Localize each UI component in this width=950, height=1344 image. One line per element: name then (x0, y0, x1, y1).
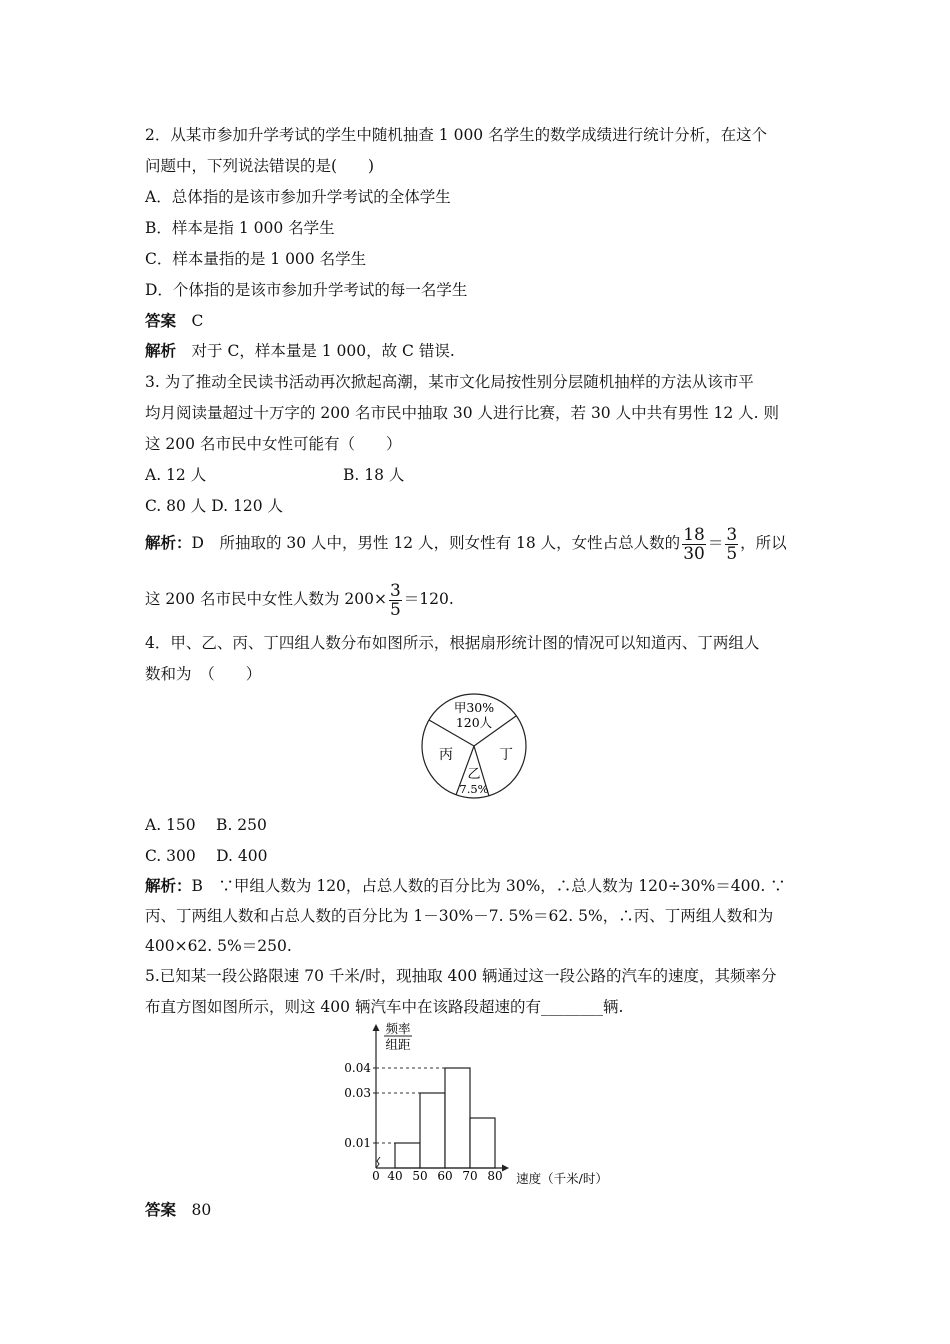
q2-option-b: B．样本是指 1 000 名学生 (145, 219, 335, 237)
y-label-bottom: 组距 (385, 1037, 411, 1052)
q4-stem-line2: 数和为 （ ） (145, 665, 262, 683)
x-tick-label: 70 (462, 1169, 478, 1183)
q4-analysis-line1: 解析：B ∵甲组人数为 120，占总人数的百分比为 30%，∴总人数为 120÷30%＝400. ∵ (145, 876, 786, 895)
histogram-bar (445, 1068, 470, 1168)
q3-option-b: B. 18 人 (343, 466, 405, 484)
x-tick-label: 60 (437, 1169, 453, 1183)
q3-analysis-line1: 解析：D 所抽取的 30 人中，男性 12 人，则女性有 18 人，女性占总人数的 $\frac{18}{30}$ ＝ $\frac{3}{5}$ ，所以 (145, 524, 787, 564)
q4-option-cd: C. 300 D. 400 (145, 847, 268, 865)
q3-analysis-text1: D 所抽取的 30 人中，男性 12 人，则女性有 18 人，女性占总人数的 (191, 534, 681, 552)
histogram-bar (470, 1118, 495, 1168)
q4-analysis-line3: 400×62. 5%＝250. (145, 937, 292, 955)
q5-stem-line2: 布直方图如图所示，则这 400 辆汽车中在该路段超速的有________辆. (145, 998, 624, 1016)
q4-option-ab: A. 150 B. 250 (145, 816, 267, 834)
q2-option-a: A．总体指的是该市参加升学考试的全体学生 (145, 188, 451, 206)
q4-analysis-label: 解析： (145, 876, 192, 895)
q3-option-cd: C. 80 人 D. 120 人 (145, 497, 283, 515)
fraction-3-5-b: $\frac{3}{5}$ (389, 580, 401, 620)
q2-answer (145, 311, 203, 331)
q5-answer-label: 答案 (145, 1200, 177, 1219)
q4-stem-line1: 4．甲、乙、丙、丁四组人数分布如图所示，根据扇形统计图的情况可以知道丙、丁两组人 (145, 634, 760, 652)
axis-break-mark (376, 1157, 380, 1168)
q2-option-d: D．个体指的是该市参加升学考试的每一名学生 (145, 281, 468, 299)
fraction-3-5: $\frac{3}{5}$ (726, 524, 738, 564)
pie-chart (418, 692, 532, 802)
pie-label-jia-pct: 甲30% (453, 700, 495, 715)
q3-stem-line1: 3. 为了推动全民读书活动再次掀起高潮，某市文化局按性别分层随机抽样的方法从该市平 (145, 373, 754, 391)
y-tick-label: 0.04 (344, 1061, 371, 1075)
y-label-top: 频率 (385, 1022, 411, 1036)
y-tick-label: 0.01 (344, 1136, 371, 1150)
q2-stem-line1: 2．从某市参加升学考试的学生中随机抽查 1 000 名学生的数学成绩进行统计分析，在这个 (145, 126, 768, 144)
x-axis-arrow (502, 1165, 509, 1172)
q2-stem-line2: 问题中，下列说法错误的是( ) (145, 157, 375, 175)
q3-stem-line2: 均月阅读量超过十万字的 200 名市民中抽取 30 人进行比赛，若 30 人中共有男性 12 人. 则 (145, 404, 780, 422)
q2-analysis-label: 解析 (145, 341, 177, 360)
q2-analysis-text: 对于 C，样本量是 1 000，故 C 错误. (191, 342, 455, 360)
x-origin-label: 0 (372, 1169, 380, 1183)
pie-label-jia-count: 120人 (455, 715, 493, 730)
histogram-bar (420, 1093, 445, 1168)
q2-option-c: C．样本量指的是 1 000 名学生 (145, 250, 367, 268)
pie-label-yi-pct: 7.5% (459, 782, 489, 796)
histogram-bar (395, 1143, 420, 1168)
pie-label-ding: 丁 (499, 747, 513, 763)
q3-analysis-label: 解析： (145, 533, 192, 552)
q5-answer (145, 1200, 211, 1220)
q2-analysis (145, 341, 455, 361)
x-tick-label: 40 (387, 1169, 403, 1183)
x-tick-label: 80 (487, 1169, 503, 1183)
pie-label-bing: 丙 (439, 747, 453, 763)
x-axis-label: 速度（千米/时） (516, 1171, 608, 1186)
q4-analysis-line2: 丙、丁两组人数和占总人数的百分比为 1－30%－7. 5%＝62. 5%，∴丙、丁两组人数和为 (145, 907, 774, 925)
q3-option-a: A. 12 人 (145, 466, 207, 484)
y-tick-label: 0.03 (344, 1086, 371, 1100)
fraction-18-30: $\frac{18}{30}$ (683, 524, 705, 564)
q2-answer-value: C (191, 312, 204, 330)
q5-stem-line1: 5.已知某一段公路限速 70 千米/时，现抽取 400 辆通过这一段公路的汽车的速度，其频率分 (145, 967, 777, 985)
histogram-chart (340, 1022, 610, 1192)
x-tick-label: 50 (412, 1169, 428, 1183)
q3-analysis-line2: 这 200 名市民中女性人数为 200× $\frac{3}{5}$ ＝120. (145, 580, 454, 620)
y-axis-arrow (373, 1024, 380, 1031)
pie-label-yi: 乙 (467, 767, 481, 782)
q2-answer-label: 答案 (145, 311, 177, 330)
q5-answer-value: 80 (191, 1201, 212, 1219)
q3-stem-line3: 这 200 名市民中女性可能有（ ） (145, 435, 402, 453)
